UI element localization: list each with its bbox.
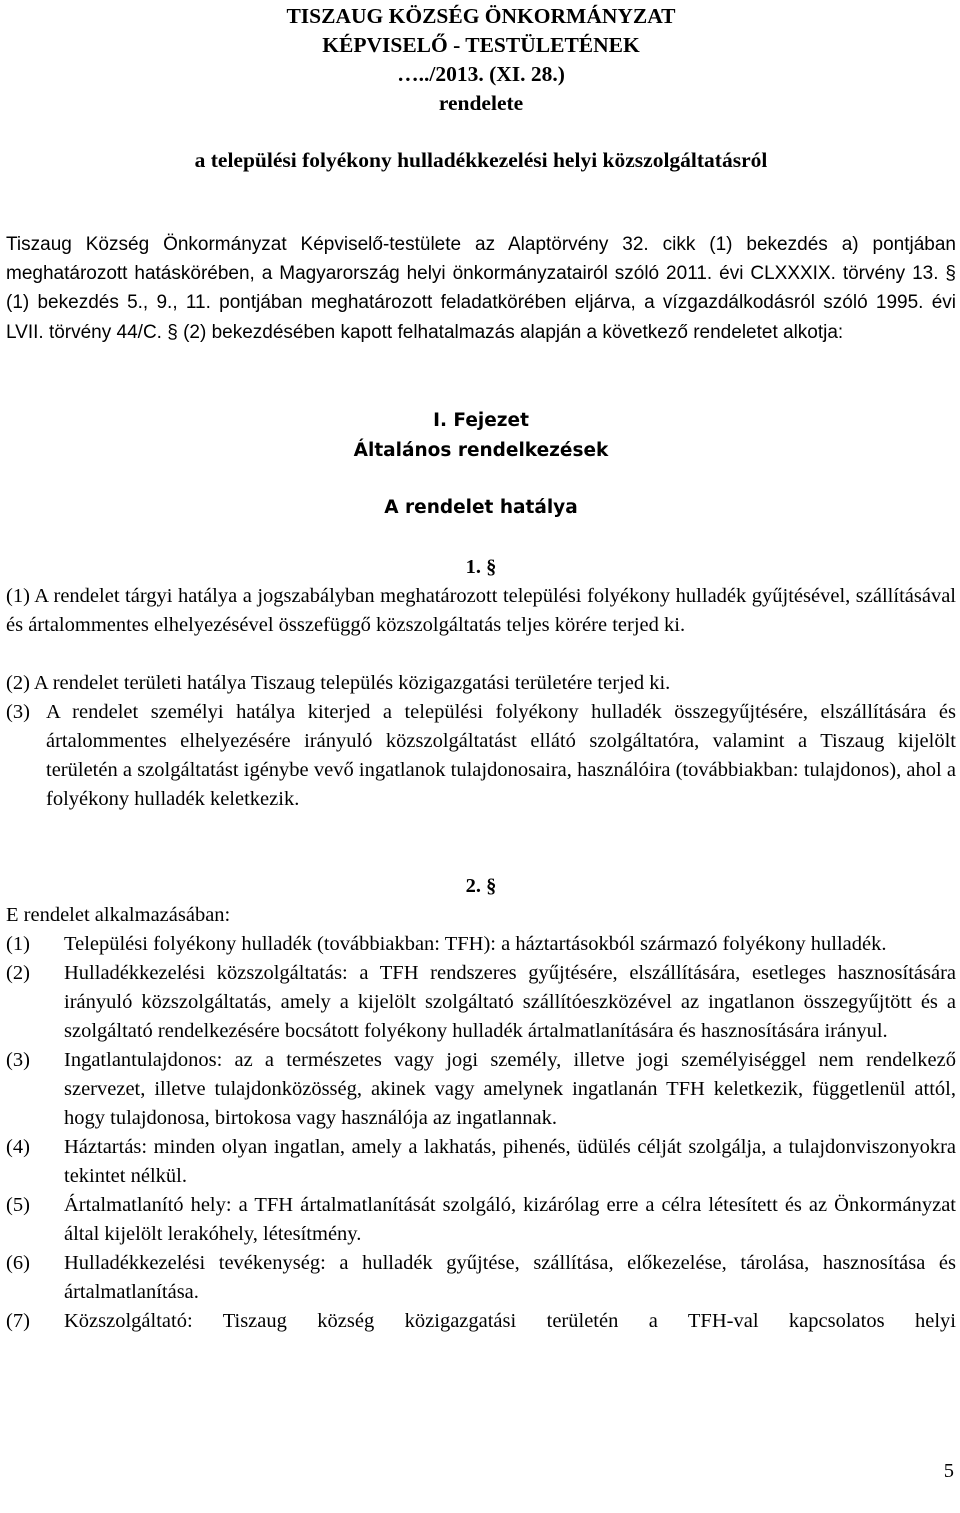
definition-item — [6, 930, 956, 959]
definition-number: (5) — [6, 1194, 30, 1216]
definition-item — [6, 1046, 956, 1133]
definition-item — [6, 1133, 956, 1191]
document-header — [6, 2, 956, 118]
definition-number: (4) — [6, 1136, 30, 1158]
header-line-3: …../2013. (XI. 28.) — [397, 62, 565, 86]
preamble-paragraph: Tiszaug Község Önkormányzat Képviselő-testülete az Alaptörvény 32. cikk (1) bekezdés a) pontjában meghatározott hatáskörében, a Magyarország helyi önkormányzatairól szóló 2011. évi CLXXXIX. törvény 13. § (1) bekezdés 5., 9., 11. pontjában meghatározott feladatkörében eljárva, a vízgazdálkodásról szóló 1995. évi LVII. törvény 44/C. § (2) bekezdésében kapott felhatalmazás alapján a következő rendeletet alkotja: — [6, 234, 956, 343]
definition-text: Települési folyékony hulladék (továbbiakban: TFH): a háztartásokból származó folyékony hulladék. — [64, 933, 887, 955]
paragraph-number: (3) — [6, 701, 30, 723]
section-2-number: 2. § — [465, 875, 497, 897]
document-subtitle: a települési folyékony hulladékkezelési helyi közszolgáltatásról — [194, 148, 768, 172]
definition-item — [6, 1191, 956, 1249]
chapter-title: Általános rendelkezések — [353, 440, 609, 461]
definition-number: (3) — [6, 1049, 30, 1071]
chapter-number: I. Fejezet — [433, 410, 529, 431]
definition-item — [6, 1307, 956, 1336]
paragraph-text: A rendelet személyi hatálya kiterjed a települési folyékony hulladék összegyűjtésére, elszállítására és ártalommentes elhelyezésére irányuló közszolgáltatást ellátó szolgáltatóra, valamint a Tiszaug kijelölt területén a szolgáltatást igénybe vevő ingatlanok tulajdonosaira, használóira (továbbiakban: tulajdonos), ahol a folyékony hulladék keletkezik. — [46, 701, 956, 810]
definition-number: (2) — [6, 962, 30, 984]
section-1-paragraph-1: (1) A rendelet tárgyi hatálya a jogszabályban meghatározott települési folyékony hulladék gyűjtésével, szállításával és ártalommentes elhelyezésével összefüggő közszolgáltatás teljes körére terjed ki. — [6, 585, 956, 636]
definition-text: Hulladékkezelési közszolgáltatás: a TFH rendszeres gyűjtésére, elszállítására, esetleges hasznosítására irányuló közszolgáltatás, amely a kijelölt szolgáltató szállítóeszközével az ingatlanon összegyűjtött és a szolgáltató rendelkezésére bocsátott folyékony hulladék ártalmatlanítására és hasznosítására irányul. — [64, 962, 956, 1042]
definition-text: Közszolgáltató: Tiszaug község közigazgatási területén a TFH-val kapcsolatos helyi — [64, 1310, 956, 1332]
definition-item — [6, 1249, 956, 1307]
page-number: 5 — [943, 1460, 954, 1482]
header-line-4: rendelete — [438, 91, 524, 115]
definition-text: Háztartás: minden olyan ingatlan, amely a lakhatás, pihenés, üdülés célját szolgálja, a tulajdonviszonyokra tekintet nélkül. — [64, 1136, 956, 1187]
definitions-list — [6, 930, 956, 1336]
definition-text: Hulladékkezelési tevékenység: a hulladék gyűjtése, szállítása, előkezelése, tárolása, hasznosítása és ártalmatlanítása. — [64, 1252, 956, 1303]
definition-number: (6) — [6, 1252, 30, 1274]
section-1-number: 1. § — [465, 556, 497, 578]
definition-number: (7) — [6, 1310, 30, 1332]
definition-text: Ingatlantulajdonos: az a természetes vagy jogi személy, illetve jogi személyiséggel nem rendelkező szervezet, illetve tulajdonközösség, akinek vagy amelynek ingatlanán TFH keletkezik, függetlenül attól, hogy tulajdonosa, birtokosa vagy használója az ingatlannak. — [64, 1049, 956, 1129]
definition-item — [6, 959, 956, 1046]
header-line-2: KÉPVISELŐ - TESTÜLETÉNEK — [322, 33, 640, 57]
definition-text: Ártalmatlanító hely: a TFH ártalmatlanítását szolgáló, kizárólag erre a célra létesített és az Önkormányzat által kijelölt lerakóhely, létesítmény. — [64, 1194, 956, 1245]
section-1-paragraph-3 — [6, 698, 956, 814]
chapter-subtitle: A rendelet hatálya — [384, 497, 578, 518]
section-2-intro: E rendelet alkalmazásában: — [6, 904, 231, 926]
section-1-paragraph-2: (2) A rendelet területi hatálya Tiszaug település közigazgatási területére terjed ki. — [6, 672, 671, 694]
definition-number: (1) — [6, 933, 30, 955]
header-line-1: TISZAUG KÖZSÉG ÖNKORMÁNYZAT — [286, 4, 676, 28]
